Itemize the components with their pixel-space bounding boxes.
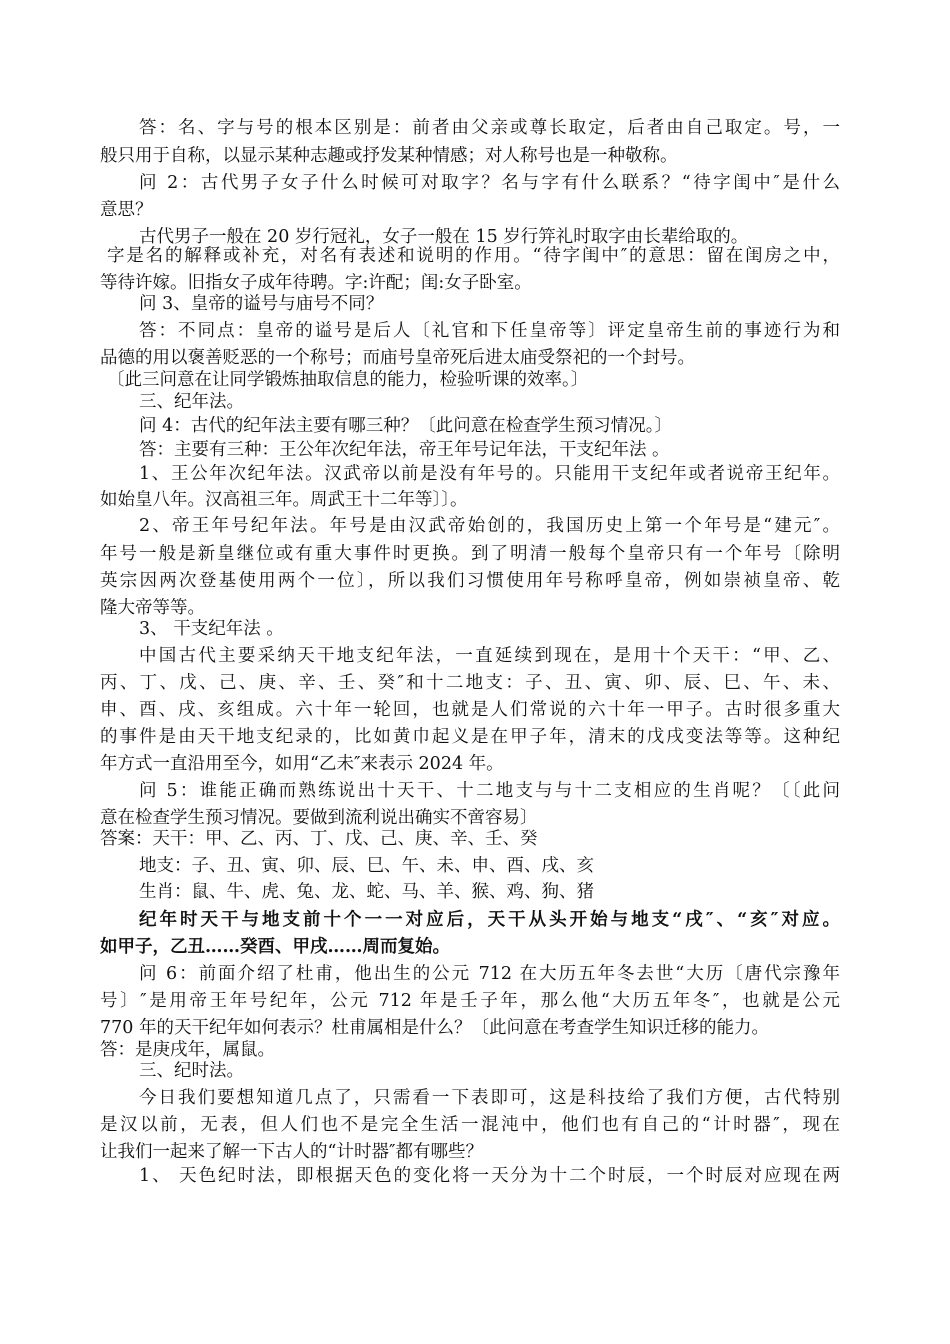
note-line: 〔此三问意在让同学锻炼抽取信息的能力，检验听课的效率。〕	[107, 370, 589, 390]
answer-6: 答：是庚戌年，属鼠。	[100, 1040, 275, 1060]
item-2-line-4: 隆大帝等等。	[100, 598, 205, 618]
item-1-line-1: 1、王公年次纪年法。汉武帝以前是没有年号的。只能用干支纪年或者说帝王纪年。	[139, 464, 840, 484]
question-6-line-1: 问 6：前面介绍了杜甫，他出生的公元 712 在大历五年冬去世“大历〔唐代宗豫年	[139, 964, 840, 984]
answer-1-line-1: 答：名、字与号的根本区别是：前者由父亲或尊长取定，后者由自己取定。号，一	[139, 118, 840, 138]
answer-5-tiangan: 答案：天干：甲、乙、丙、丁、戊、己、庚、辛、壬、癸	[100, 829, 538, 849]
answer-1-line-2: 般只用于自称，以显示某种志趣或抒发某种情感；对人称号也是一种敬称。	[100, 146, 678, 166]
question-2-line-1: 问 2：古代男子女子什么时候可对取字？名与字有什么联系？“待字闺中″是什么	[139, 173, 840, 193]
item-2-line-1: 2、帝王年号纪年法。年号是由汉武帝始创的，我国历史上第一个年号是“建元″。	[139, 516, 840, 536]
item-2-line-2: 年号一般是新皇继位或有重大事件时更换。到了明清一般每个皇帝只有一个年号〔除明	[100, 544, 840, 564]
question-3: 问 3、皇帝的谥号与庙号不同？	[139, 294, 384, 314]
answer-5-shengxiao: 生肖：鼠、牛、虎、兔、龙、蛇、马、羊、猴、鸡、狗、猪	[139, 882, 594, 902]
item-2-line-3: 英宗因两次登基使用两个一位〕，所以我们习惯使用年号称呼皇帝，例如崇祯皇帝、乾	[100, 571, 840, 591]
question-5-line-2: 意在检查学生预习情况。要做到流利说出确实不啻容易〕	[100, 808, 538, 828]
answer-5-dizhi: 地支：子、丑、寅、卯、辰、巳、午、未、申、酉、戌、亥	[139, 856, 594, 876]
answer-4: 答：主要有三种：王公年次纪年法，帝王年号记年法，干支纪年法 。	[139, 440, 670, 460]
time-intro-line-1: 今日我们要想知道几点了，只需看一下表即可，这是科技给了我们方便，古代特别	[139, 1088, 840, 1108]
answer-2-line-3: 等待许嫁。旧指女子成年待聘。字:许配；闺:女子卧室。	[100, 273, 532, 293]
item-1-line-2: 如始皇八年。汉高祖三年。周武王十二年等〕〕。	[100, 490, 468, 510]
answer-3-line-2: 品德的用以褒善贬恶的一个称号；而庙号皇帝死后进太庙受祭祀的一个封号。	[100, 348, 695, 368]
time-intro-line-3: 让我们一起来了解一下古人的“计时器″都有哪些？	[100, 1142, 483, 1162]
item-3-line-4: 的事件是由天干地支纪录的，比如黄巾起义是在甲子年，清末的戊戌变法等等。这种纪	[100, 727, 840, 747]
bold-rule-line-1: 纪年时天干与地支前十个一一对应后，天干从头开始与地支“戌″、“亥″对应。	[139, 910, 840, 930]
item-3-line-2: 丙、丁、戊、己、庚、辛、壬、癸″和十二地支：子、丑、寅、卯、辰、巳、午、未、	[100, 673, 840, 693]
section-heading-year: 三、纪年法。	[139, 392, 244, 412]
item-3-line-1: 中国古代主要采纳天干地支纪年法，一直延续到现在，是用十个天干：“甲、乙、	[139, 646, 840, 666]
question-6-line-3: 770 年的天干纪年如何表示？杜甫属相是什么？〔此问意在考查学生知识迁移的能力。	[100, 1018, 769, 1038]
answer-2-line-1: 古代男子一般在 20 岁行冠礼，女子一般在 15 岁行笄礼时取字由长辈给取的。	[139, 227, 749, 247]
answer-2-line-2: 字是名的解释或补充，对名有表述和说明的作用。“待字闺中″的意思：留在闺房之中，	[107, 246, 840, 266]
time-intro-line-2: 是汉以前，无表，但人们也不是完全生活一混沌中，他们也有自己的“计时器″，现在	[100, 1115, 840, 1135]
time-item-1-line-1: 1、 天色纪时法，即根据天色的变化将一天分为十二个时辰，一个时辰对应现在两	[139, 1166, 840, 1186]
question-6-line-2: 号〕″是用帝王年号纪年，公元 712 年是壬子年，那么他“大历五年冬″，也就是公元	[100, 991, 840, 1011]
question-5-line-1: 问 5：谁能正确而熟练说出十天干、十二地支与与十二支相应的生肖呢？〔〔此问	[139, 781, 840, 801]
item-3-line-5: 年方式一直沿用至今，如用“乙未″来表示 2024 年。	[100, 754, 504, 774]
item-3-heading: 3、 干支纪年法 。	[139, 619, 284, 639]
question-2-line-2: 意思？	[100, 200, 153, 220]
answer-3-line-1: 答：不同点：皇帝的谥号是后人〔礼官和下任皇帝等〕评定皇帝生前的事迹行为和	[139, 321, 840, 341]
section-heading-time: 三、纪时法。	[139, 1061, 244, 1081]
question-4: 问 4：古代的纪年法主要有哪三种？〔此问意在检查学生预习情况。〕	[139, 416, 672, 436]
bold-rule-line-2: 如甲子，乙丑……癸酉、甲戌……周而复始。	[100, 937, 450, 957]
item-3-line-3: 申、酉、戌、亥组成。六十年一轮回，也就是人们常说的六十年一甲子。古时很多重大	[100, 700, 840, 720]
